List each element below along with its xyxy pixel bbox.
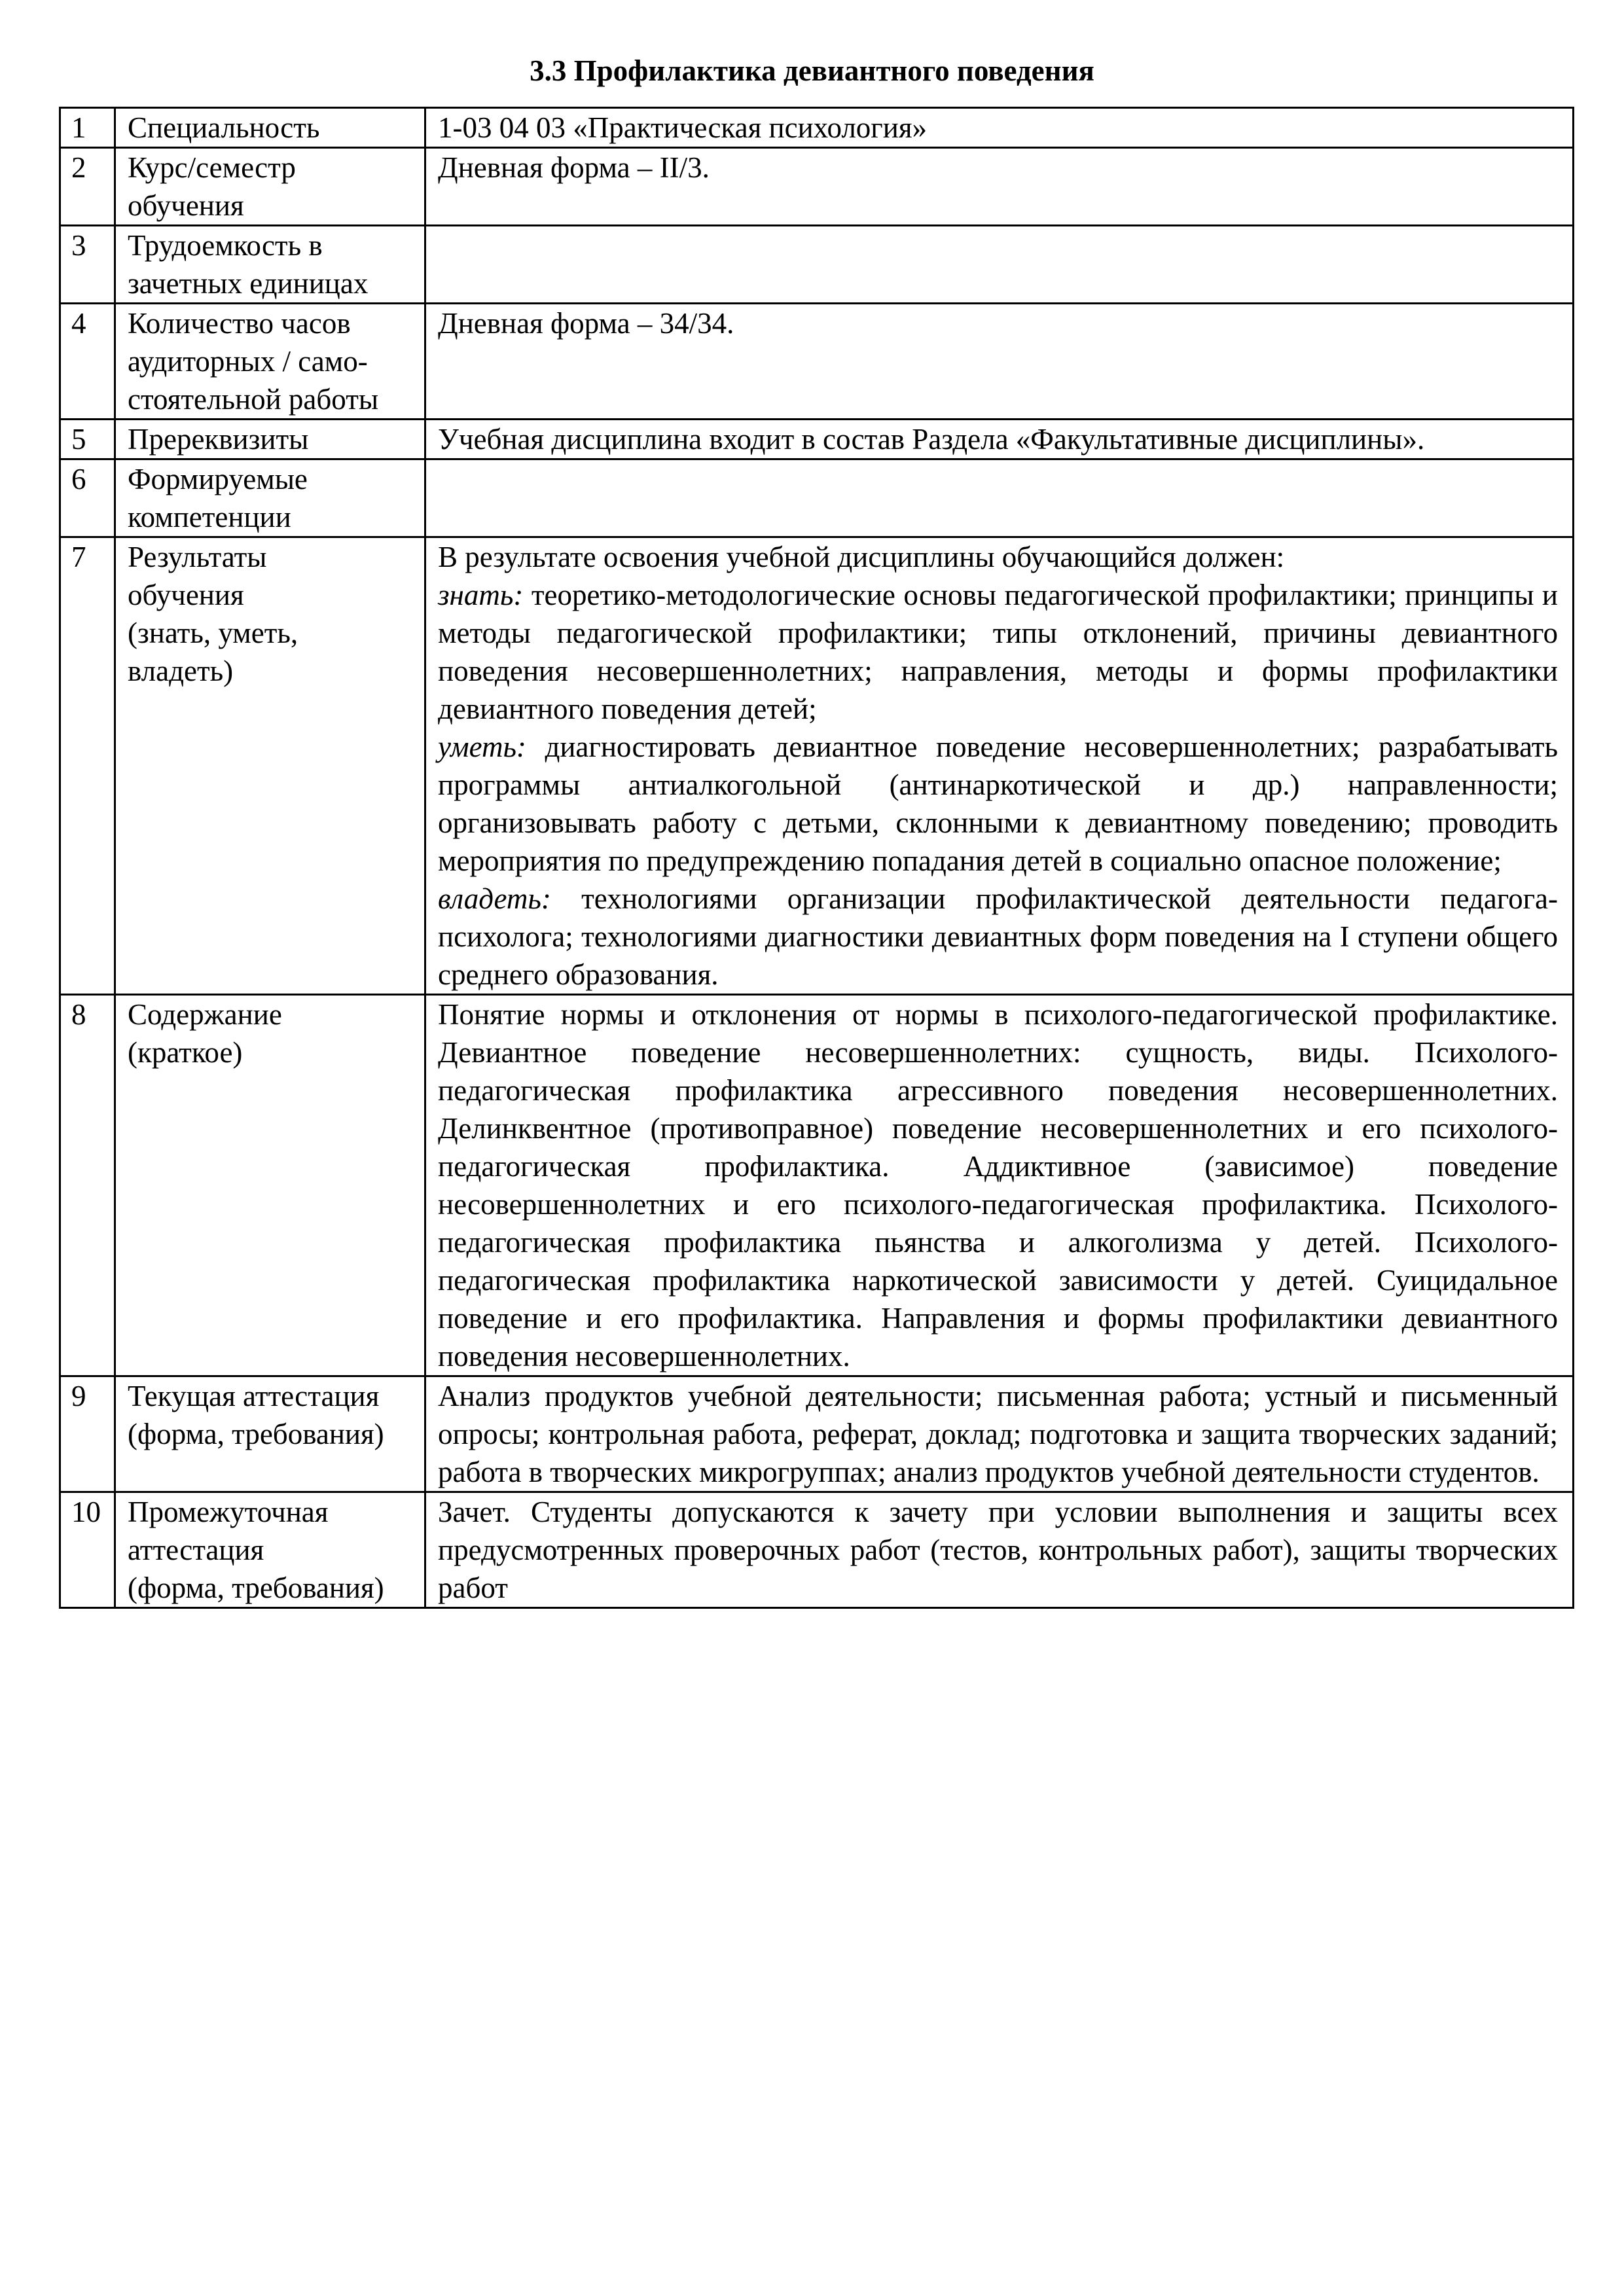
row-number: 5: [60, 420, 115, 459]
row-value: [425, 226, 1574, 304]
table-row: [60, 1492, 1574, 1608]
row-value: Учебная дисциплина входит в состав Раздела «Факультативные дисциплины».: [425, 420, 1574, 459]
row-value: [425, 459, 1574, 537]
row-number: 3: [60, 226, 115, 304]
outcome-text-own: технологиями организации профилактической деятельности педагога-психолога; технологиями диагностики девиантных форм поведения на I ступени общего среднего образования.: [438, 882, 1558, 991]
table-row: [60, 304, 1574, 420]
table-row: [60, 537, 1574, 995]
row-number: 8: [60, 995, 115, 1376]
row-label-line: Трудоемкость в: [128, 229, 323, 262]
discipline-info-table: [59, 107, 1574, 1609]
row-value: 1-03 04 03 «Практическая психология»: [425, 108, 1574, 148]
row-label-line: зачетных единицах: [128, 267, 369, 300]
outcome-know: [438, 576, 1558, 728]
row-label-line: Результаты: [128, 541, 267, 573]
learning-outcomes: [425, 537, 1574, 995]
row-label-line: (форма, требования): [128, 1418, 384, 1450]
row-label-line: (краткое): [128, 1036, 243, 1069]
row-number: 6: [60, 459, 115, 537]
row-number: 2: [60, 148, 115, 226]
row-label-line: стоятельной работы: [128, 383, 379, 416]
table-row: [60, 1376, 1574, 1492]
outcome-term-can: уметь:: [438, 730, 526, 763]
row-label-line: Содержание: [128, 998, 282, 1031]
outcome-own: [438, 880, 1558, 994]
row-number: 7: [60, 537, 115, 995]
table-row: [60, 108, 1574, 148]
row-number: 4: [60, 304, 115, 420]
row-label-line: (знать, уметь,: [128, 617, 298, 649]
row-number: 9: [60, 1376, 115, 1492]
row-label-line: Курс/семестр: [128, 151, 296, 184]
section-number: 3.3: [530, 54, 567, 87]
row-label-line: Количество часов: [128, 307, 351, 340]
row-label: [115, 304, 425, 420]
row-label: [115, 148, 425, 226]
row-label-line: (форма, требования): [128, 1571, 384, 1604]
outcome-can: [438, 728, 1558, 880]
row-label-line: Пререквизиты: [128, 423, 309, 456]
table-row: [60, 420, 1574, 459]
outcome-text-know: теоретико-методологические основы педагогической профилактики; принципы и методы педагогической профилактики; типы отклонений, причины девиантного поведения несовершеннолетних; направления, методы и формы профилактики девиантного поведения детей;: [438, 579, 1558, 725]
table-row: [60, 148, 1574, 226]
page-title: [0, 51, 1624, 90]
row-label-line: обучения: [128, 189, 244, 222]
outcome-text-can: диагностировать девиантное поведение несовершеннолетних; разрабатывать программы антиалкогольной (антинаркотической и др.) направленности; организовывать работу с детьми, склонными к девиантному поведению; проводить мероприятия по предупреждению попадания детей в социально опасное положение;: [438, 730, 1558, 877]
table-row: [60, 459, 1574, 537]
row-label: [115, 108, 425, 148]
row-label-line: Специальность: [128, 111, 320, 144]
table-row: [60, 995, 1574, 1376]
row-label-line: владеть): [128, 655, 234, 687]
outcome-term-own: владеть:: [438, 882, 551, 915]
row-label-line: аудиторных / само-: [128, 345, 368, 378]
row-value: Дневная форма – 34/34.: [425, 304, 1574, 420]
row-label: [115, 537, 425, 995]
row-label: [115, 995, 425, 1376]
row-value: Понятие нормы и отклонения от нормы в психолого-педагогической профилактике. Девиантное поведение несовершеннолетних: сущность, виды. Психолого-педагогическая профилактика агрессивного поведения несовершеннолетних. Делинквентное (противоправное) поведение несовершеннолетних и его психолого-педагогическая профилактика. Аддиктивное (зависимое) поведение несовершеннолетних и его психолого-педагогическая профилактика. Психолого-педагогическая профилактика пьянства и алкоголизма у детей. Психолого-педагогическая профилактика наркотической зависимости у детей. Суицидальное поведение и его профилактика. Направления и формы профилактики девиантного поведения несовершеннолетних.: [425, 995, 1574, 1376]
row-number: 1: [60, 108, 115, 148]
row-label-line: Текущая аттестация: [128, 1380, 380, 1412]
row-value: Зачет. Студенты допускаются к зачету при условии выполнения и защиты всех предусмотренных проверочных работ (тестов, контрольных работ), защиты творческих работ: [425, 1492, 1574, 1608]
row-label-line: обучения: [128, 579, 244, 611]
row-label: [115, 1492, 425, 1608]
row-label-line: Промежуточная: [128, 1496, 329, 1528]
row-label-line: Формируемые: [128, 463, 308, 495]
outcomes-intro: В результате освоения учебной дисциплины обучающийся должен:: [438, 541, 1285, 573]
outcome-term-know: знать:: [438, 579, 524, 611]
row-label-line: компетенции: [128, 501, 291, 533]
row-number: 10: [60, 1492, 115, 1608]
row-label: [115, 1376, 425, 1492]
row-label: [115, 459, 425, 537]
row-value: Дневная форма – II/3.: [425, 148, 1574, 226]
table-row: [60, 226, 1574, 304]
row-label: [115, 226, 425, 304]
section-title: Профилактика девиантного поведения: [573, 54, 1094, 87]
row-label-line: аттестация: [128, 1534, 264, 1566]
row-value: Анализ продуктов учебной деятельности; письменная работа; устный и письменный опросы; контрольная работа, реферат, доклад; подготовка и защита творческих заданий; работа в творческих микрогруппах; анализ продуктов учебной деятельности студентов.: [425, 1376, 1574, 1492]
row-label: [115, 420, 425, 459]
